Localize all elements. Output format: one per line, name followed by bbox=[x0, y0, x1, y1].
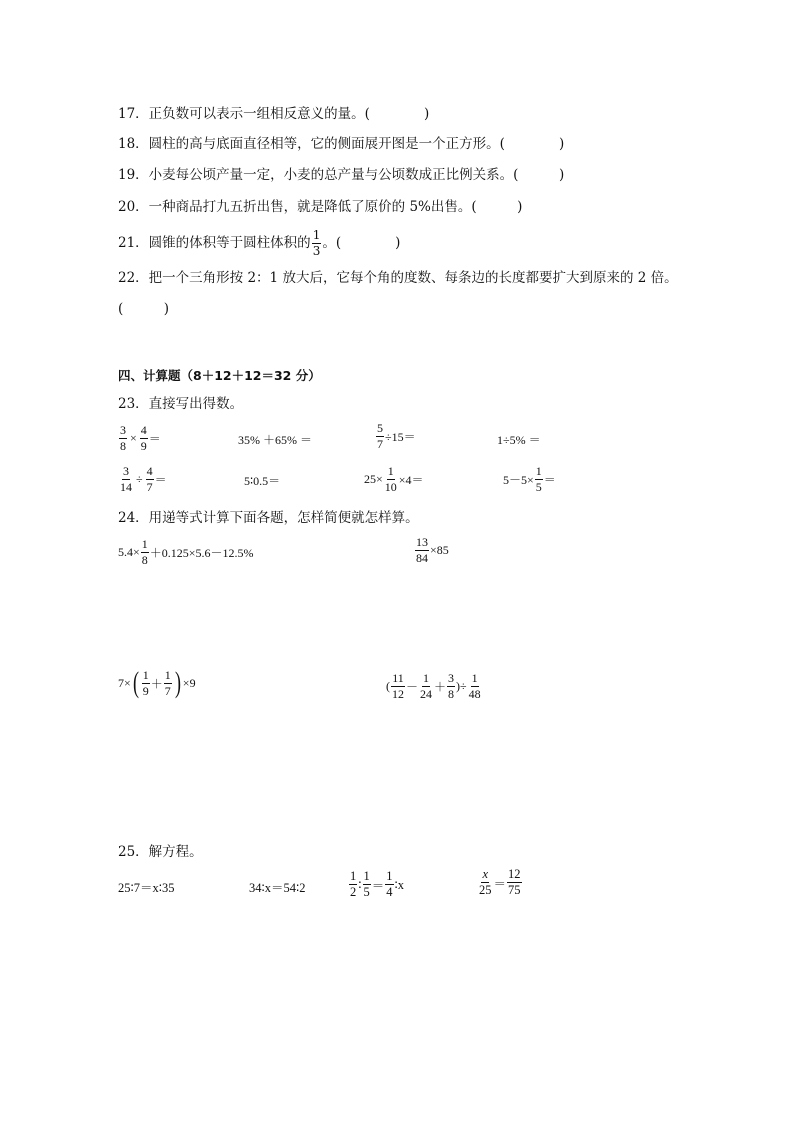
expression: ×4＝ bbox=[398, 472, 424, 487]
expression: 25× bbox=[364, 471, 383, 486]
question-23: 23．直接写出得数。 bbox=[118, 396, 244, 412]
equals: ＝ bbox=[154, 472, 167, 487]
question-22: 22．把一个三角形按 2：1 放大后，它每个角的度数、每条边的长度都要扩大到原来的 2 倍。 bbox=[118, 270, 678, 286]
numerator: 1 bbox=[471, 671, 478, 685]
expression: ÷15＝ bbox=[385, 429, 416, 444]
numerator: 3 bbox=[448, 671, 455, 685]
operator: ＋ bbox=[150, 676, 163, 691]
q25-item-b bbox=[249, 878, 306, 896]
left-paren: ( bbox=[132, 666, 139, 699]
q23-item-g bbox=[364, 465, 424, 493]
denominator: 7 bbox=[164, 683, 171, 698]
numerator: 5 bbox=[377, 421, 383, 435]
q24-item-b bbox=[414, 536, 449, 564]
question-17: 17．正负数可以表示一组相反意义的量。( ) bbox=[118, 106, 430, 122]
numerator: 12 bbox=[507, 868, 522, 883]
numerator: x bbox=[481, 868, 489, 883]
question-22-paren: ( ) bbox=[118, 301, 170, 317]
denominator: 3 bbox=[312, 243, 321, 258]
numerator: 1 bbox=[141, 537, 148, 551]
equation: 34∶x＝54∶2 bbox=[249, 881, 306, 895]
q24-item-c bbox=[118, 668, 196, 698]
operator: × bbox=[130, 430, 137, 445]
numerator: 1 bbox=[387, 464, 394, 478]
denominator: 48 bbox=[468, 686, 481, 701]
numerator: 1 bbox=[312, 228, 321, 242]
left-paren: ( bbox=[386, 678, 390, 693]
numerator: 3 bbox=[123, 464, 129, 478]
denominator: 7 bbox=[377, 436, 383, 451]
q23-item-d bbox=[497, 431, 541, 448]
right-paren-divide: )÷ bbox=[456, 678, 467, 693]
q23-item-a bbox=[118, 424, 161, 452]
question-21-paren: 。( ) bbox=[322, 235, 401, 252]
equals: ＝ bbox=[543, 472, 556, 487]
denominator: 5 bbox=[535, 479, 542, 494]
denominator: 4 bbox=[386, 885, 393, 900]
expression: ×9 bbox=[182, 675, 196, 690]
q23-item-b bbox=[238, 431, 312, 448]
expression: ×85 bbox=[430, 542, 449, 557]
q23-item-h bbox=[503, 465, 556, 493]
denominator: 9 bbox=[142, 683, 149, 698]
q24-item-d bbox=[386, 672, 483, 700]
fraction-one-third bbox=[312, 229, 322, 257]
right-paren: ) bbox=[174, 666, 181, 699]
question-24: 24．用递等式计算下面各题，怎样简便就怎样算。 bbox=[118, 510, 419, 526]
denominator: 9 bbox=[140, 438, 147, 453]
numerator: 3 bbox=[120, 423, 126, 437]
q23-item-f bbox=[244, 472, 280, 489]
q25-item-d bbox=[477, 868, 523, 897]
expression: ∶x bbox=[394, 877, 405, 892]
question-21 bbox=[118, 229, 400, 257]
operator: ＋ bbox=[434, 679, 447, 694]
numerator: 11 bbox=[392, 671, 404, 685]
numerator: 4 bbox=[140, 423, 147, 437]
question-25: 25．解方程。 bbox=[118, 844, 203, 860]
numerator: 1 bbox=[142, 667, 149, 682]
expression: 5－5× bbox=[503, 472, 534, 487]
numerator: 1 bbox=[349, 870, 357, 885]
denominator: 84 bbox=[416, 550, 428, 565]
question-19: 19．小麦每公顷产量一定，小麦的总产量与公顷数成正比例关系。( ) bbox=[118, 167, 565, 183]
denominator: 7 bbox=[146, 479, 153, 494]
numerator: 4 bbox=[146, 464, 153, 478]
denominator: 25 bbox=[479, 883, 492, 898]
question-21-text: 21．圆锥的体积等于圆柱体积的 bbox=[118, 235, 311, 252]
q23-item-c bbox=[375, 422, 416, 450]
ratio-colon: ∶ bbox=[358, 877, 362, 892]
denominator: 12 bbox=[392, 686, 404, 701]
denominator: 2 bbox=[350, 885, 357, 900]
question-20: 20．一种商品打九五折出售，就是降低了原价的 5%出售。( ) bbox=[118, 199, 523, 215]
numerator: 1 bbox=[385, 870, 393, 885]
q24-item-a bbox=[118, 538, 254, 566]
expression: 5∶0.5＝ bbox=[244, 474, 281, 488]
denominator: 8 bbox=[448, 686, 455, 701]
numerator: 1 bbox=[423, 671, 430, 685]
denominator: 10 bbox=[384, 479, 397, 494]
equation: 25∶7＝x∶35 bbox=[118, 881, 175, 895]
denominator: 8 bbox=[141, 552, 148, 567]
expression: 5.4× bbox=[118, 544, 140, 559]
numerator: 1 bbox=[363, 870, 371, 885]
equals: ＝ bbox=[371, 878, 385, 893]
q25-item-a bbox=[118, 878, 175, 896]
equals: ＝ bbox=[493, 876, 507, 891]
question-18: 18．圆柱的高与底面直径相等，它的侧面展开图是一个正方形。( ) bbox=[118, 136, 565, 152]
operator: － bbox=[406, 679, 419, 694]
expression: 7× bbox=[118, 675, 131, 690]
numerator: 1 bbox=[164, 667, 171, 682]
denominator: 14 bbox=[120, 479, 132, 494]
q25-item-c bbox=[348, 870, 404, 899]
denominator: 24 bbox=[420, 686, 433, 701]
denominator: 75 bbox=[508, 883, 521, 898]
denominator: 8 bbox=[120, 438, 126, 453]
expression: 1÷5% ＝ bbox=[497, 433, 541, 447]
expression: ＋0.125×5.6－12.5% bbox=[149, 545, 254, 560]
q23-item-e bbox=[118, 465, 167, 493]
operator: ÷ bbox=[136, 471, 143, 486]
numerator: 1 bbox=[535, 464, 542, 478]
denominator: 5 bbox=[363, 885, 370, 900]
equals: ＝ bbox=[148, 431, 161, 446]
numerator: 13 bbox=[416, 535, 428, 549]
expression: 35% ＋65% ＝ bbox=[238, 433, 312, 447]
section-4-title: 四、计算题（8＋12＋12＝32 分） bbox=[118, 368, 321, 383]
